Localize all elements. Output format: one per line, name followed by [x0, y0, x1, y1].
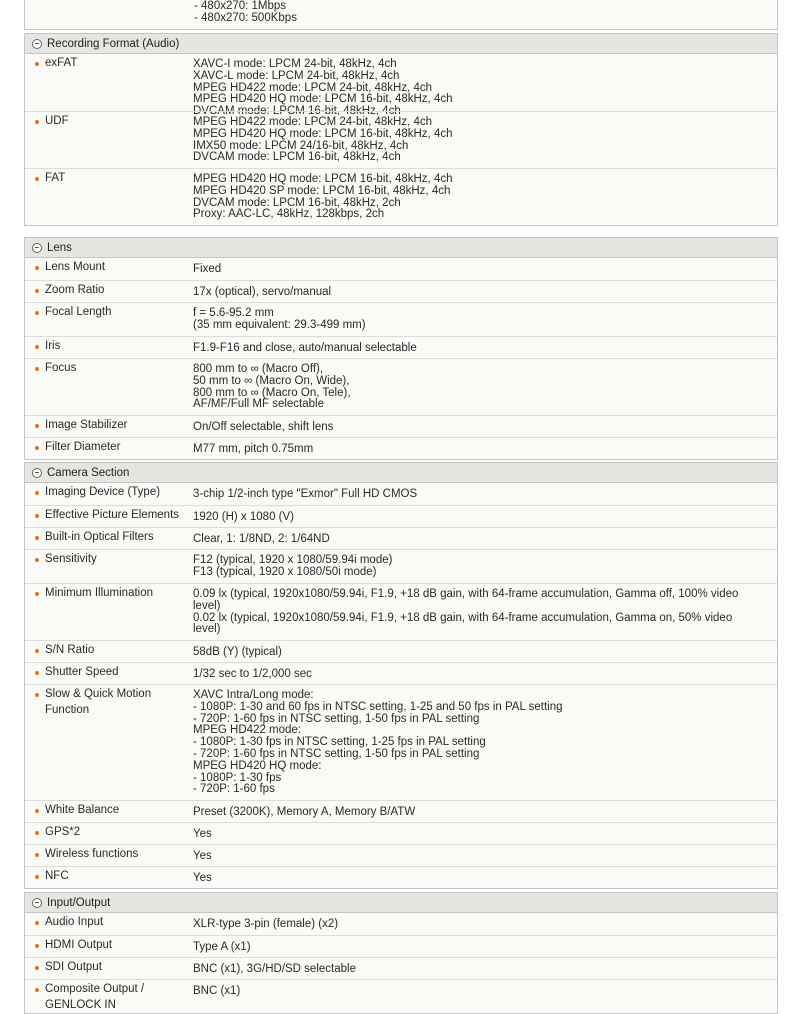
spec-row [25, 957, 777, 979]
spec-label-cell [25, 303, 193, 336]
spec-value-line: Proxy: AAC-LC, 48kHz, 128kbps, 2ch [193, 208, 385, 221]
spec-section [24, 462, 778, 889]
spec-label-cell [25, 958, 193, 979]
spec-value-line: Fixed [193, 263, 222, 275]
spec-label: exFAT [45, 57, 78, 69]
spec-value-line: 1920 (H) x 1080 (V) [193, 511, 294, 523]
spec-value-line: On/Off selectable, shift lens [193, 421, 334, 433]
spec-row [25, 684, 777, 800]
spec-value [193, 913, 777, 935]
spec-label-cell [25, 980, 193, 1013]
bullet-icon [35, 424, 39, 428]
spec-value-line: 0.09 lx (typical, 1920x1080/59.94i, F1.9, +18 dB gain, with 64-frame accumulation, Gamma off, 100% video [193, 588, 739, 600]
bullet-icon [35, 649, 39, 653]
collapse-icon[interactable] [32, 898, 42, 908]
bullet-icon [35, 693, 39, 697]
spec-value-line: M77 mm, pitch 0.75mm [193, 443, 314, 455]
spec-value [193, 416, 777, 437]
spec-label-cell [25, 663, 193, 684]
bullet-icon [35, 831, 39, 835]
section-header[interactable] [25, 893, 777, 913]
spec-value [193, 823, 777, 844]
spec-row [25, 844, 777, 866]
spec-value-line: IMX50 mode: LPCM 24/16-bit, 48kHz, 4ch [193, 139, 409, 152]
spec-value [193, 663, 777, 684]
spec-label: Minimum Illumination [45, 587, 154, 599]
spec-value-line: - 480x270: 500Kbps [194, 12, 297, 25]
spec-value [193, 980, 777, 1013]
spec-value [193, 867, 777, 888]
spec-label: Iris [45, 340, 61, 352]
spec-value [193, 54, 777, 118]
spec-label-cell [25, 685, 193, 800]
spec-label-cell [25, 438, 193, 459]
spec-label-cell [25, 528, 193, 549]
spec-row [25, 54, 777, 118]
spec-label: HDMI Output [45, 939, 113, 951]
spec-value-line: level) [193, 599, 221, 612]
spec-value-line: 800 mm to ∞ (Macro Off), [193, 363, 324, 375]
bullet-icon [35, 311, 39, 315]
spec-section [24, 237, 778, 460]
spec-value [193, 801, 777, 822]
spec-label-cell [25, 416, 193, 437]
spec-value [193, 641, 777, 662]
spec-row [25, 168, 777, 225]
bullet-icon [35, 62, 39, 66]
spec-label-cell [25, 867, 193, 888]
bullet-icon [35, 558, 39, 562]
spec-label: GPS*2 [45, 826, 81, 838]
previous-section-tail [24, 0, 778, 30]
spec-value-line: F1.9-F16 and close, auto/manual selectable [193, 342, 417, 354]
spec-label-cell [25, 281, 193, 302]
spec-value-line: level) [193, 623, 221, 636]
spec-label: Focal Length [45, 306, 112, 318]
spec-label: Sensitivity [45, 553, 97, 565]
bullet-icon [35, 446, 39, 450]
spec-value [193, 438, 777, 459]
previous-section-values [194, 1, 297, 25]
spec-row [25, 437, 777, 459]
spec-value-line: XAVC-I mode: LPCM 24-bit, 48kHz, 4ch [193, 58, 397, 70]
bullet-icon [35, 944, 39, 948]
spec-value-line: MPEG HD422 mode: LPCM 24-bit, 48kHz, 4ch [193, 116, 433, 128]
bullet-icon [35, 120, 39, 124]
spec-label: S/N Ratio [45, 644, 95, 656]
spec-row [25, 483, 777, 505]
spec-value-line: MPEG HD422 mode: [193, 724, 302, 737]
spec-value-line: - 720P: 1-60 fps in NTSC setting, 1-50 fps in PAL setting [193, 712, 480, 725]
spec-value-line: F12 (typical, 1920 x 1080/59.94i mode) [193, 554, 393, 566]
spec-row [25, 866, 777, 888]
spec-value-line: 50 mm to ∞ (Macro On, Wide), [193, 374, 350, 387]
bullet-icon [35, 875, 39, 879]
spec-label-cell [25, 169, 193, 225]
spec-value [193, 506, 777, 527]
spec-value-line: DVCAM mode: LPCM 16-bit, 48kHz, 4ch [193, 105, 401, 118]
collapse-icon[interactable] [32, 39, 42, 49]
spec-value-line: (35 mm equivalent: 29.3-499 mm) [193, 318, 366, 331]
bullet-icon [35, 491, 39, 495]
spec-value-line: XAVC Intra/Long mode: [193, 689, 314, 701]
section-title: Lens [47, 241, 72, 254]
spec-row [25, 549, 777, 583]
spec-value [193, 958, 777, 979]
spec-row [25, 913, 777, 935]
spec-label-cell [25, 359, 193, 415]
spec-value [193, 528, 777, 549]
spec-row [25, 258, 777, 280]
spec-section [24, 892, 778, 1014]
spec-label: Audio Input [45, 916, 104, 928]
spec-value [193, 685, 777, 800]
spec-label: Built-in Optical Filters [45, 531, 154, 543]
spec-label: Slow & Quick Motion Function [45, 688, 152, 716]
spec-label-cell [25, 801, 193, 822]
spec-value [193, 483, 777, 505]
spec-label-cell [25, 483, 193, 505]
spec-value-line: BNC (x1) [193, 985, 241, 997]
spec-label: FAT [45, 172, 66, 184]
section-title: Input/Output [47, 896, 111, 909]
spec-value-line: MPEG HD420 HQ mode: LPCM 16-bit, 48kHz, 4ch [193, 93, 453, 106]
spec-row [25, 527, 777, 549]
spec-row [25, 640, 777, 662]
spec-value-line: - 720P: 1-60 fps in NTSC setting, 1-50 fps in PAL setting [193, 747, 480, 760]
bullet-icon [35, 988, 39, 992]
spec-value-line: BNC (x1), 3G/HD/SD selectable [193, 963, 356, 975]
spec-row [25, 280, 777, 302]
spec-value-line: DVCAM mode: LPCM 16-bit, 48kHz, 2ch [193, 196, 401, 209]
spec-label: NFC [45, 870, 69, 882]
spec-label: Wireless functions [45, 848, 139, 860]
bullet-icon [35, 514, 39, 518]
spec-label-cell [25, 641, 193, 662]
spec-row [25, 505, 777, 527]
spec-row [25, 111, 777, 168]
spec-label: White Balance [45, 804, 120, 816]
bullet-icon [35, 671, 39, 675]
spec-value-line: MPEG HD420 HQ mode: [193, 759, 322, 772]
spec-row [25, 822, 777, 844]
spec-value-line: Preset (3200K), Memory A, Memory B/ATW [193, 806, 416, 818]
spec-value [193, 258, 777, 280]
bullet-icon [35, 966, 39, 970]
spec-section [24, 33, 778, 226]
spec-label: Effective Picture Elements [45, 509, 180, 521]
spec-label-cell [25, 550, 193, 583]
spec-value-line: MPEG HD420 HQ mode: LPCM 16-bit, 48kHz, 4ch [193, 127, 453, 140]
section-header[interactable] [25, 238, 777, 258]
spec-value-line: 0.02 lx (typical, 1920x1080/59.94i, F1.9, +18 dB gain, with 64-frame accumulation, Gamma on, 50% video [193, 611, 733, 624]
section-header[interactable] [25, 463, 777, 483]
spec-value [193, 936, 777, 957]
spec-value-line: 3-chip 1/2-inch type "Exmor" Full HD CMOS [193, 488, 418, 500]
bullet-icon [35, 809, 39, 813]
spec-value-line: AF/MF/Full MF selectable [193, 398, 324, 411]
spec-value-line: DVCAM mode: LPCM 16-bit, 48kHz, 4ch [193, 151, 401, 164]
bullet-icon [35, 536, 39, 540]
spec-label: SDI Output [45, 961, 102, 973]
section-title: Camera Section [47, 466, 130, 479]
bullet-icon [35, 921, 39, 925]
spec-value-line: 17x (optical), servo/manual [193, 286, 332, 298]
spec-row [25, 336, 777, 358]
spec-label: Lens Mount [45, 261, 106, 273]
spec-value [193, 845, 777, 866]
spec-value-line: - 480x270: 1Mbps [194, 0, 287, 13]
spec-value [193, 359, 777, 415]
spec-value [193, 281, 777, 302]
spec-label: Image Stabilizer [45, 419, 128, 431]
spec-label-cell [25, 337, 193, 358]
spec-value-line: XLR-type 3-pin (female) (x2) [193, 918, 339, 930]
spec-value [193, 112, 777, 168]
spec-value-line: Yes [193, 872, 212, 884]
spec-value-line: Type A (x1) [193, 941, 251, 953]
spec-value-line: F13 (typical, 1920 x 1080/50i mode) [193, 565, 377, 578]
spec-value [193, 337, 777, 358]
collapse-icon[interactable] [32, 243, 42, 253]
spec-value-line: MPEG HD420 HQ mode: LPCM 16-bit, 48kHz, 4ch [193, 173, 453, 185]
spec-row [25, 935, 777, 957]
collapse-icon[interactable] [32, 468, 42, 478]
spec-value-line: MPEG HD420 SP mode: LPCM 16-bit, 48kHz, 4ch [193, 184, 451, 197]
spec-value [193, 169, 777, 225]
spec-value-line: Yes [193, 828, 212, 840]
spec-label-cell [25, 54, 193, 111]
bullet-icon [35, 177, 39, 181]
spec-value [193, 584, 777, 640]
spec-value [193, 550, 777, 583]
spec-label-cell [25, 936, 193, 957]
spec-value-line: 58dB (Y) (typical) [193, 646, 282, 658]
spec-label: Focus [45, 362, 77, 374]
spec-row [25, 583, 777, 640]
spec-row [25, 302, 777, 336]
spec-value-line: 1/32 sec to 1/2,000 sec [193, 668, 312, 680]
spec-label: Filter Diameter [45, 441, 121, 453]
bullet-icon [35, 853, 39, 857]
spec-value-line: Clear, 1: 1/8ND, 2: 1/64ND [193, 533, 330, 545]
spec-value-line: - 720P: 1-60 fps [193, 783, 275, 796]
spec-label-cell [25, 112, 193, 168]
spec-label: UDF [45, 115, 69, 127]
spec-value [193, 303, 777, 336]
bullet-icon [35, 592, 39, 596]
spec-label-cell [25, 584, 193, 640]
spec-row [25, 662, 777, 684]
spec-row [25, 979, 777, 1013]
spec-row [25, 415, 777, 437]
spec-value-line: - 1080P: 1-30 fps in NTSC setting, 1-25 fps in PAL setting [193, 736, 486, 749]
spec-label-cell [25, 823, 193, 844]
spec-label: Shutter Speed [45, 666, 119, 678]
section-header[interactable] [25, 34, 777, 54]
spec-label: Zoom Ratio [45, 284, 105, 296]
bullet-icon [35, 367, 39, 371]
spec-value-line: - 1080P: 1-30 fps [193, 771, 282, 784]
bullet-icon [35, 345, 39, 349]
spec-label-cell [25, 845, 193, 866]
spec-label-cell [25, 258, 193, 280]
spec-value-line: 800 mm to ∞ (Macro On, Tele), [193, 386, 351, 399]
spec-row [25, 358, 777, 415]
spec-label-cell [25, 913, 193, 935]
spec-row [25, 800, 777, 822]
spec-label-cell [25, 506, 193, 527]
spec-value-line: XAVC-L mode: LPCM 24-bit, 48kHz, 4ch [193, 69, 400, 82]
bullet-icon [35, 289, 39, 293]
spec-value-line: f = 5.6-95.2 mm [193, 307, 274, 319]
spec-label: Imaging Device (Type) [45, 486, 161, 498]
section-title: Recording Format (Audio) [47, 37, 180, 50]
bullet-icon [35, 266, 39, 270]
spec-label: Composite Output / GENLOCK IN [45, 983, 145, 1011]
spec-value-line: Yes [193, 850, 212, 862]
spec-value-line: - 1080P: 1-30 and 60 fps in NTSC setting, 1-25 and 50 fps in PAL setting [193, 700, 563, 713]
spec-value-line: MPEG HD422 mode: LPCM 24-bit, 48kHz, 4ch [193, 81, 433, 94]
